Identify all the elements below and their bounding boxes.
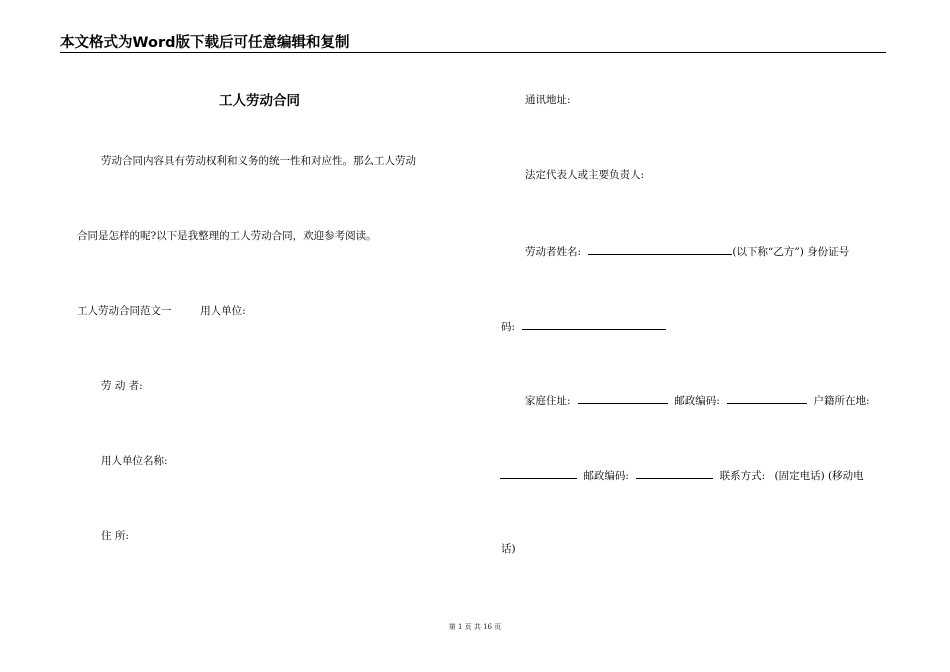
postal-contact-line [500,467,864,483]
intro-paragraph-line-2: 合同是怎样的呢?以下是我整理的工人劳动合同，欢迎参考阅读。 [77,230,377,242]
household-register-blank [500,467,577,479]
address-label: 住 所: [101,530,129,542]
home-address-blank [578,392,668,404]
postal-code-blank-1 [727,392,807,404]
postal-code-label-1: 邮政编码: [674,395,720,407]
worker-name-line [525,243,849,259]
download-banner: 本文格式为Word版下载后可任意编辑和复制 [60,35,350,51]
home-address-line [525,392,870,408]
id-number-line [501,318,666,334]
home-address-label: 家庭住址: [525,395,571,407]
postal-code-blank-2 [636,467,713,479]
header-divider [60,52,886,53]
sample-heading-line [77,304,246,318]
contact-label: 联系方式: [719,470,766,482]
mailing-address-label: 通讯地址: [525,94,571,106]
page-number: 第 1 页 共 16 页 [448,623,502,631]
contact-options: (固定电话) (移动电 [774,470,864,482]
id-number-blank [522,318,666,330]
household-register-label: 户籍所在地: [813,395,870,407]
employer-label: 用人单位: [200,305,246,317]
intro-paragraph-line-1: 劳动合同内容具有劳动权利和义务的统一性和对应性。那么工人劳动 [101,155,416,167]
worker-name-label: 劳动者姓名: [525,246,582,258]
postal-code-label-2: 邮政编码: [583,470,629,482]
employer-name-label: 用人单位名称: [101,455,168,467]
document-title: 工人劳动合同 [219,93,300,109]
worker-name-blank [588,243,732,255]
contact-options-end: 话) [501,543,516,555]
worker-label: 劳 动 者: [101,380,143,392]
legal-representative-label: 法定代表人或主要负责人: [525,169,645,181]
worker-name-suffix: (以下称“乙方”) 身份证号 [732,246,850,258]
sample-heading: 工人劳动合同范文一 [77,305,172,317]
id-number-label: 码: [501,321,516,333]
